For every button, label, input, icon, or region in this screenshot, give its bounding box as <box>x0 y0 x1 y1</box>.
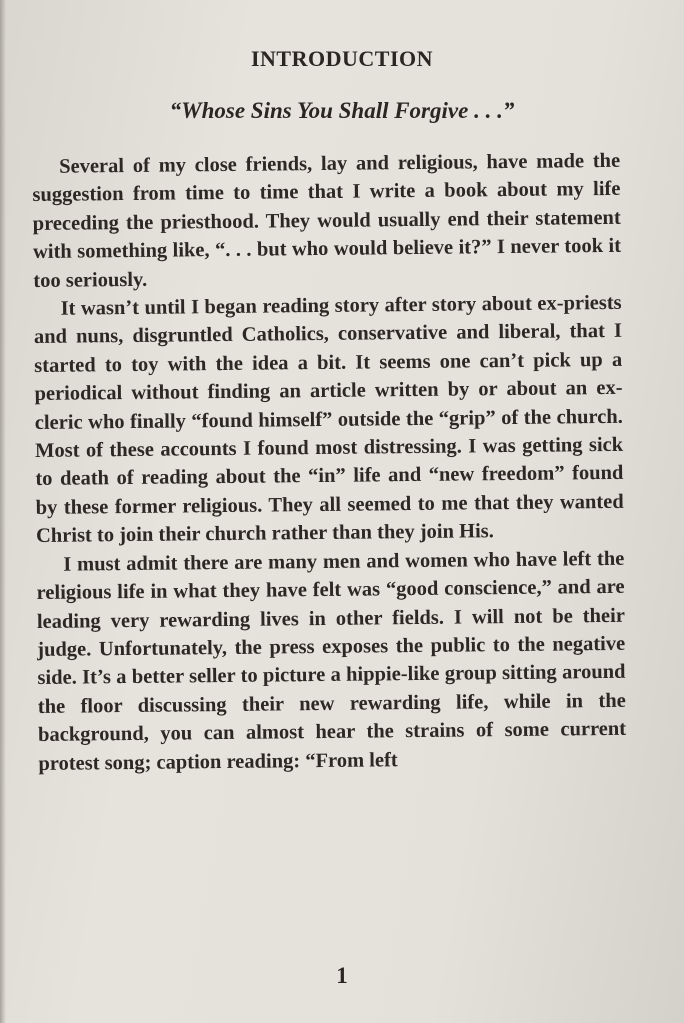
page-number: 1 <box>336 963 348 988</box>
paragraph-1: Several of my close friends, lay and religious, have made the suggestion from time to time that I write a book about my life preceding the priesthood. They would usually end their statement with something like, “. . . but who would believe it?” I never took it too seriously. <box>32 149 622 292</box>
body-text <box>32 147 627 778</box>
chapter-subtitle: “Whose Sins You Shall Forgive . . .” <box>169 98 515 123</box>
chapter-heading: INTRODUCTION <box>250 46 434 71</box>
paragraph-3: I must admit there are many men and women who have left the religious life in what they have felt was “good conscience,” and are leading very rewarding lives in other fields. I will not be their judge. Unfortunately, the press exposes the public to the negative side. It’s a better seller to picture a hippie-like group sitting around the floor discussing their new rewarding life, while in the background, you can almost hear the strains of some current protest song; caption reading: “From left <box>36 547 627 775</box>
page-edge-shadow <box>0 0 6 1023</box>
paragraph-2: It wasn’t until I began reading story after story about ex-priests and nuns, disgruntled Catholics, conservative and liberal, that I started to toy with the idea a bit. It seems one can’t pick up a periodical without finding an article written by or about an ex-cleric who finally “found himself” outside the “grip” of the church. Most of these accounts I found most distressing. I was getting sick to death of reading about the “in” life and “new freedom” found by these former religious. They all seemed to me that they wanted Christ to join their church rather than they join His. <box>33 291 624 548</box>
